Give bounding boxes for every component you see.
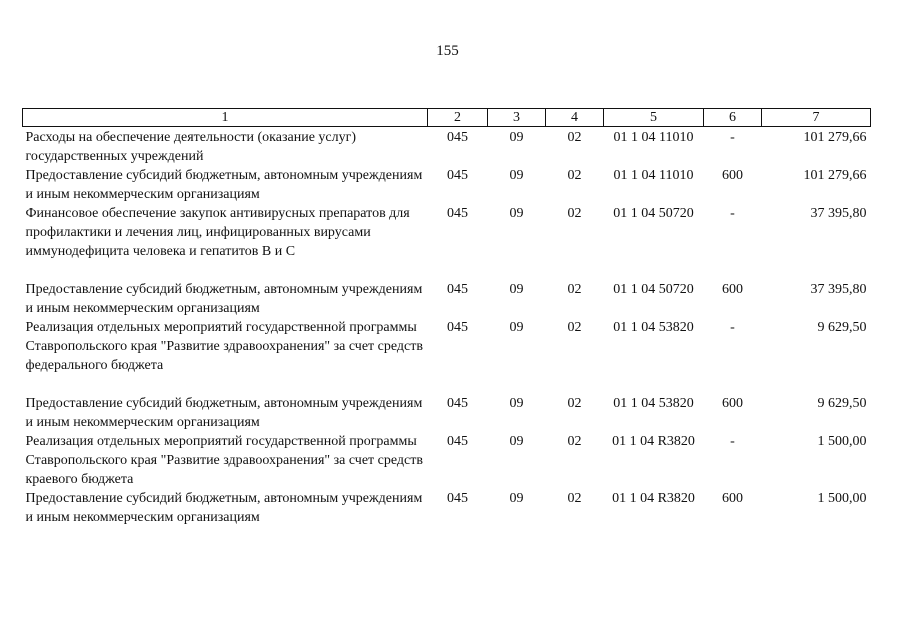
table-row bbox=[23, 127, 871, 167]
row-col-2: 045 bbox=[447, 168, 468, 183]
row-col-3: 09 bbox=[509, 168, 524, 183]
row-col-4: 02 bbox=[567, 168, 582, 183]
header-cell-5: 5 bbox=[604, 109, 704, 127]
row-name: Финансовое обеспечение закупок антивирусных препаратов для профилактики и лечения лиц, инфицированных вирусами иммунодефицита человека и гепатитов В и С bbox=[25, 206, 410, 259]
table-row bbox=[23, 318, 871, 394]
row-col-6: 600 bbox=[722, 396, 743, 411]
row-col-3: 09 bbox=[509, 206, 524, 221]
row-col-2: 045 bbox=[447, 320, 468, 335]
row-col-6: - bbox=[730, 130, 735, 145]
row-name: Реализация отдельных мероприятий государственной программы Ставропольского края "Развитие здравоохранения" за счет средств федерального бюджета bbox=[25, 320, 423, 373]
header-cell-6: 6 bbox=[704, 109, 762, 127]
row-amount: 101 279,66 bbox=[803, 130, 867, 145]
row-col-2: 045 bbox=[447, 491, 468, 506]
row-col-6: - bbox=[730, 434, 735, 449]
row-col-6: - bbox=[730, 320, 735, 335]
row-name: Предоставление субсидий бюджетным, автономным учреждениям и иным некоммерческим организациям bbox=[25, 168, 423, 202]
row-col-4: 02 bbox=[567, 206, 582, 221]
row-col-2: 045 bbox=[447, 396, 468, 411]
page-number: 155 bbox=[436, 43, 459, 59]
row-amount: 37 395,80 bbox=[810, 282, 867, 297]
row-col-6: - bbox=[730, 206, 735, 221]
row-amount: 9 629,50 bbox=[817, 396, 867, 411]
row-code: 01 1 04 11010 bbox=[613, 130, 694, 145]
row-col-2: 045 bbox=[447, 434, 468, 449]
row-col-4: 02 bbox=[567, 396, 582, 411]
table-row bbox=[23, 166, 871, 204]
header-cell-4: 4 bbox=[546, 109, 604, 127]
header-cell-2: 2 bbox=[428, 109, 488, 127]
row-col-3: 09 bbox=[509, 434, 524, 449]
table-row bbox=[23, 204, 871, 280]
row-code: 01 1 04 R3820 bbox=[612, 434, 695, 449]
row-col-3: 09 bbox=[509, 320, 524, 335]
row-code: 01 1 04 53820 bbox=[613, 320, 694, 335]
row-code: 01 1 04 11010 bbox=[613, 168, 694, 183]
row-col-3: 09 bbox=[509, 396, 524, 411]
table-row bbox=[23, 489, 871, 527]
row-col-6: 600 bbox=[722, 282, 743, 297]
row-code: 01 1 04 53820 bbox=[613, 396, 694, 411]
header-cell-1: 1 bbox=[23, 109, 428, 127]
header-cell-3: 3 bbox=[488, 109, 546, 127]
row-col-4: 02 bbox=[567, 491, 582, 506]
row-amount: 37 395,80 bbox=[810, 206, 867, 221]
row-name: Предоставление субсидий бюджетным, автономным учреждениям и иным некоммерческим организациям bbox=[25, 282, 423, 316]
row-name: Предоставление субсидий бюджетным, автономным учреждениям и иным некоммерческим организациям bbox=[25, 396, 423, 430]
row-col-4: 02 bbox=[567, 130, 582, 145]
budget-table bbox=[22, 108, 871, 527]
row-col-4: 02 bbox=[567, 282, 582, 297]
row-col-2: 045 bbox=[447, 130, 468, 145]
row-code: 01 1 04 50720 bbox=[613, 206, 694, 221]
row-col-3: 09 bbox=[509, 130, 524, 145]
header-cell-7: 7 bbox=[762, 109, 871, 127]
row-col-4: 02 bbox=[567, 320, 582, 335]
table-row bbox=[23, 394, 871, 432]
row-col-2: 045 bbox=[447, 206, 468, 221]
row-col-2: 045 bbox=[447, 282, 468, 297]
row-col-6: 600 bbox=[722, 168, 743, 183]
table-row bbox=[23, 432, 871, 489]
row-amount: 9 629,50 bbox=[817, 320, 867, 335]
table-header-row bbox=[23, 109, 871, 127]
row-amount: 1 500,00 bbox=[817, 434, 867, 449]
row-code: 01 1 04 R3820 bbox=[612, 491, 695, 506]
row-amount: 1 500,00 bbox=[817, 491, 867, 506]
table-row bbox=[23, 280, 871, 318]
row-col-6: 600 bbox=[722, 491, 743, 506]
row-col-4: 02 bbox=[567, 434, 582, 449]
row-amount: 101 279,66 bbox=[803, 168, 867, 183]
row-col-3: 09 bbox=[509, 282, 524, 297]
row-col-3: 09 bbox=[509, 491, 524, 506]
row-code: 01 1 04 50720 bbox=[613, 282, 694, 297]
row-name: Предоставление субсидий бюджетным, автономным учреждениям и иным некоммерческим организациям bbox=[25, 491, 423, 525]
row-name: Расходы на обеспечение деятельности (оказание услуг) государственных учреждений bbox=[25, 130, 357, 164]
row-name: Реализация отдельных мероприятий государственной программы Ставропольского края "Развитие здравоохранения" за счет средств краевого бюджета bbox=[25, 434, 423, 487]
